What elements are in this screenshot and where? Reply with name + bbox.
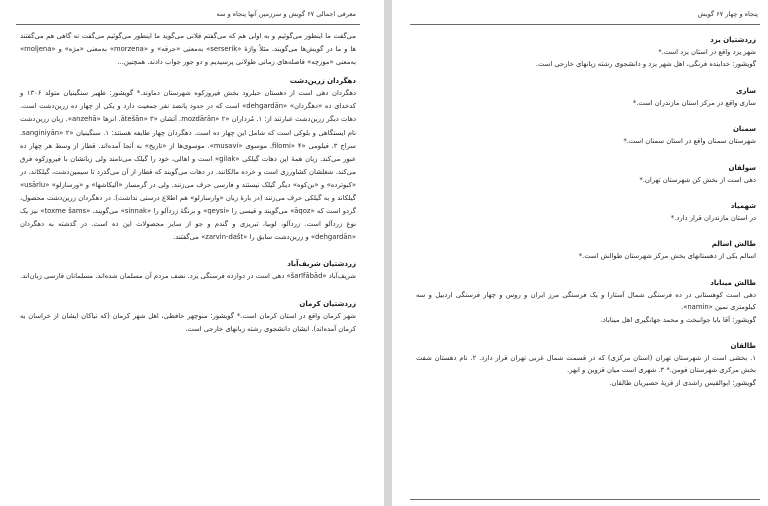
section-heading: سمنان [732,125,756,134]
section-taleqan [416,340,756,389]
left-header-rule [16,24,360,25]
section-heading: زردشتیان شریف‌آباد [287,260,356,269]
section-line: دهی است از بخش کن شهرستان تهران.* [639,175,756,184]
section-body: شریف‌آباد «šarīfābād» دهی است در دوازده فرسنگی یزد. نصف مردم آن مسلمان شده‌اند. مسلمانان فارسی زبان‌اند. [20,272,356,281]
section-sharifabad [20,258,356,283]
section-heading: زردشتیان یزد [710,36,756,44]
section-heading: زردشتیان کرمان [299,299,356,308]
section-line: گویشور: خداینده فرنگی، اهل شهر یزد و دانشجوی رشته زبانهای خارجی است. [535,60,756,69]
section-talesh-minabad [416,277,756,326]
section-heading: ساری [736,86,756,95]
section-line: دهی است کوهستانی در ده فرسنگی شمال آستارا و یک فرسنگی مرز ایران و روس و چهار فرسنگی اردبیل و سه کیلومتری نمین «namin». [416,290,756,312]
right-page-header: پنجاه و چهار ۶۷ گویش [697,10,758,18]
right-header-rule [410,24,760,25]
section-line: در استان مازندران قرار دارد.* [670,214,756,223]
intro-paragraph: می‌گفت ما اینطور می‌گوئیم و به اولی هم که می‌گفتم فلانی می‌گوید ما اینطور می‌گوئیم می‌گفت نه گاهی هم می‌گفتند ها و ما در گویش‌ها می‌گویند. مثلاً واژهٔ «serserik» به‌معنی «جرقه» و «morzena» به‌معنی «مژه» و «moljena» به‌معنی «مورچه» فاصله‌های زمانی طولانی پرسیدیم و دو جور جواب دادند. همچنین... [20,32,356,67]
section-line: گویشور: ابوالقیس راشدی از قریهٔ حصیریان طالقان. [609,378,756,387]
section-line: گویشور: آقا بابا جوانبخت و محمد جهانگیری اهل میناباد. [600,315,756,324]
section-kerman [20,298,356,336]
section-heading: طالش اسالم [711,240,756,249]
section-shahmirzad [416,200,756,224]
section-semnan [416,123,756,147]
left-page-content [20,30,356,350]
section-heading: شهمیاد [730,202,756,211]
section-heading: طالش میناباد [710,278,756,287]
section-heading: سولقان [728,163,756,172]
right-page-content [416,34,756,389]
section-heading: دهگردان زرین‌دشت [289,77,356,86]
section-sari [416,85,756,109]
section-body: دهگردان دهی است از دهستان حبلرود بخش فیروزکوه شهرستان دماوند.* گویشور: ظهیر سنگینیان متولد ۱۳۰۶ و کدخدای ده «دهگردان» «dehgardān» است که در حدود پانصد نفر جمعیت دارد و یکی از چهار ده زرین‌دشت است. دهات دیگر زرین‌دشت عبارتند از: ۱. مُزداران «mozdārān» ۲. آتشان «ātešān» ۳. انزها «anzehā». زبان زرین‌دشت نام ایستگاهی و بلوکی است که شامل این چهار ده است. دهگردان چهار طایفه هستند: ۱. سنگینیان «sanginiyān» ۲. سراج ۳. فیلومی «filomi» ۴. موسوی «musavi». موسوی‌ها از «تاریخ» به آنجا آمده‌اند. قطار از وسط هر چهار ده عبور می‌کند. زبان همهٔ این دهات گیلکی «gilak» است و اهالی، خود را گیلک می‌نامند ولی زبانشان با فیروزکوه فرق می‌کند. شغلشان کشاورزی است و خرده مالکانند. در دهات می‌گویند که قطار از آن می‌گذرد تا سیمین‌دشت، گیلکاند. در «کبوترده» و «بن‌کوه» دیگر گیلک نیستند و فارسی حرف می‌زنند. ولی در گرمسار «آلیکاشها» و «ورسارلو» «usārlu» گیلکاند و به گیلکی حرف می‌زنند (در بارهٔ زبان «وارسارلو» هم اطلاع درستی نداشت). در دهگردان زرین‌دشت محصول، گردو است که «āqoz» می‌گویند و قیسی را «qeysi» و برنگهٔ زردآلو را «sinnak» می‌گویند، «toxme šams» نیز یک نوع زردآلو است. زردآلو، لوبیا، تبریزی و گندم و جو از سایر محصولات این ده است. در گذشته به دهگردان «dehgardān» و زرین‌دشت سابق را «zarvin-dašt» می‌گفتند. [20,89,357,242]
section-line: اسالم یکی از دهستانهای بخش مرکز شهرستان طوالش است.* [578,252,756,261]
section-yazd [416,34,756,71]
section-body: شهر کرمان واقع در استان کرمان است.* گویشور: منوچهر حافظی، اهل شهر کرمان (که نیاکان ایشان از خراسان به کرمان آمده‌اند). ایشان دانشجوی رشته زبانهای خارجی است. [20,311,356,333]
section-soulaqan [416,162,756,186]
section-line: شهر یزد واقع در استان یزد است.* [658,48,756,56]
right-footer-rule [410,499,760,500]
section-heading: طالقان [730,342,756,351]
section-line: ۱. بخشی است از شهرستان تهران (استان مرکزی) که در قسمت شمال غربی تهران قرار دارد. ۲. نام دهستان شفت بخش مرکزی شهرستان فومن.* ۳. شهری است میان قزوین و ابهر. [416,354,756,375]
section-line: شهرستان سمنان واقع در استان سمنان است.* [623,137,756,146]
section-line: ساری واقع در مرکز استان مازندران است.* [632,98,756,107]
right-page [392,0,768,506]
book-gutter [384,0,392,506]
section-talesh-asalem [416,238,756,262]
section-dehgardan [20,75,356,244]
left-page-header: معرفی اجمالی ۶۷ گویش و سرزمین آنها پنجاه و سه [216,10,356,18]
